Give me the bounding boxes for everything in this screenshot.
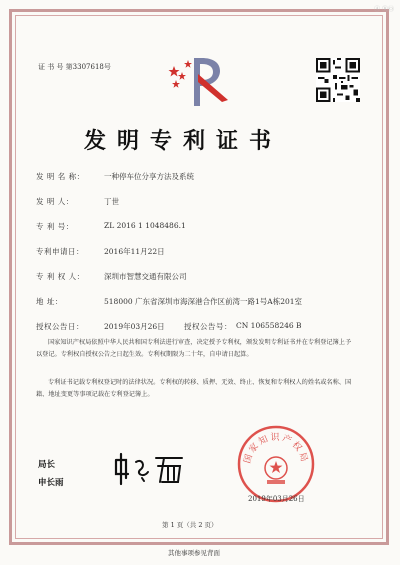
certificate-title: 发明专利证书 (84, 128, 283, 154)
field-value-announcement-number: CN 106558246 B (236, 321, 302, 330)
field-label-patentee: 专 利 权 人： (36, 272, 85, 281)
footer-note: 其他事项参见背面 (168, 549, 220, 557)
field-value-invention-name: 一种停车位分享方法及系统 (104, 172, 194, 181)
field-label-invention-name: 发 明 名 称： (36, 172, 85, 181)
field-value-patentee: 深圳市智慧交通有限公司 (104, 272, 187, 281)
director-name: 申长雨 (38, 478, 64, 488)
field-value-patent-number: ZL 2016 1 1048486.1 (104, 221, 186, 230)
official-seal-icon (236, 424, 316, 504)
seal-text: 国家知识产权局 (242, 433, 310, 465)
paragraph-grant-notice: 国家知识产权局依照中华人民共和国专利法进行审查，决定授予专利权，颁发发明专利证书并在专利登记簿上予以登记。专利权自授权公告之日起生效。专利权期限为二十年，自申请日起算。 (36, 339, 352, 358)
corner-mark: Ⓐ ⓇⓄ (374, 6, 394, 13)
director-signature (112, 452, 186, 486)
patent-office-logo-icon (168, 56, 234, 108)
field-label-grant-date: 授权公告日： (36, 322, 84, 331)
field-label-application-date: 专利申请日： (36, 247, 84, 256)
field-label-announcement-number: 授权公告号： (184, 322, 232, 331)
field-value-address: 518000 广东省深圳市海深港合作区前湾一路1号A栋201室 (104, 297, 303, 306)
seal-date: 2019年03月26日 (248, 495, 305, 503)
field-value-inventor: 丁世 (104, 197, 119, 206)
field-value-application-date: 2016年11月22日 (104, 247, 165, 256)
director-title: 局长 (38, 460, 56, 470)
paragraph-legal-status: 专利证书记载专利权登记时的法律状况。专利权的转移、质押、无效、终止、恢复和专利权人的姓名或名称、国籍、地址变更等事项记载在专利登记簿上。 (36, 379, 352, 398)
field-value-grant-date: 2019年03月26日 (104, 322, 165, 331)
field-label-patent-number: 专 利 号： (36, 222, 74, 231)
certificate-number: 证 书 号 第3307618号 (38, 63, 111, 71)
qr-code-icon (316, 58, 360, 102)
field-label-address: 地 址： (36, 297, 63, 306)
page-number: 第 1 页（共 2 页） (162, 521, 218, 529)
field-label-inventor: 发 明 人： (36, 197, 74, 206)
